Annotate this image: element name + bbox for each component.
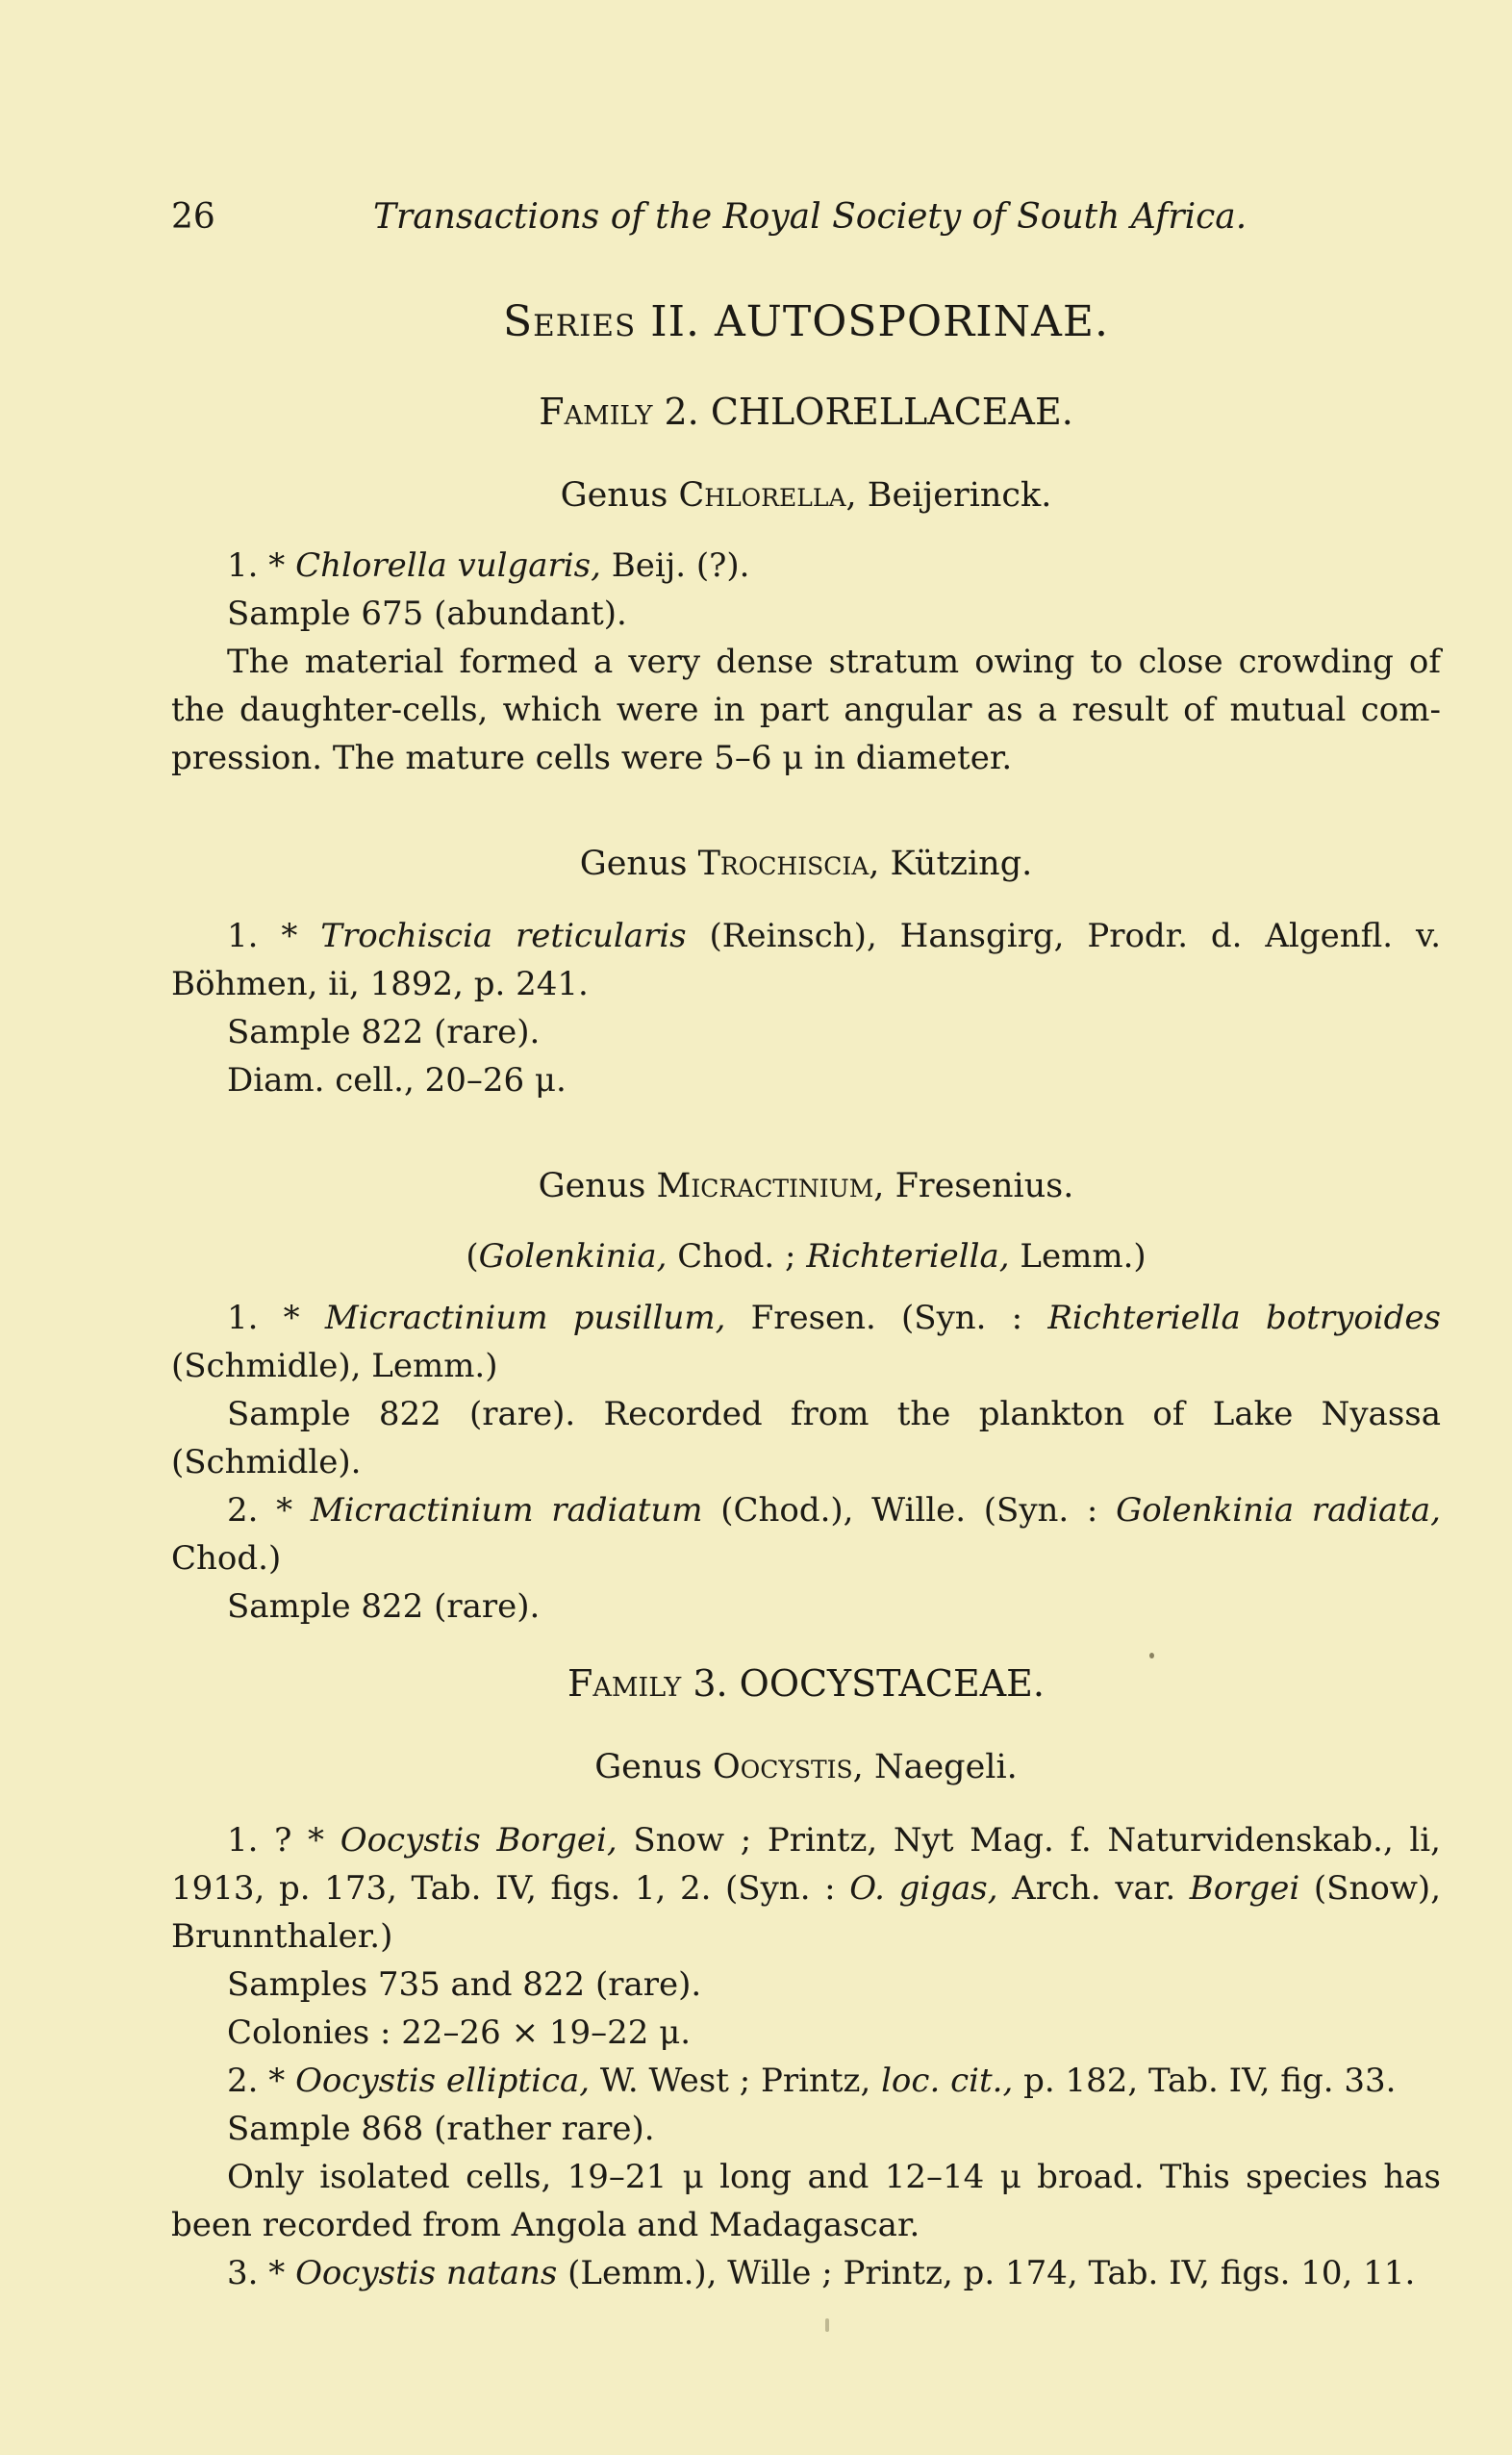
- genus-chlorella-heading: Genus Chlorella, Beijerinck.: [560, 476, 1052, 515]
- micractinium-synonyms: (Golenkinia, Chod. ; Richteriella, Lemm.): [466, 1237, 1147, 1276]
- sample-line: Sample 822 (rare).: [227, 1013, 541, 1051]
- diameter-line: Diam. cell., 20–26 μ.: [227, 1061, 567, 1100]
- scan-speck: [1149, 1653, 1154, 1658]
- oocystis-entries: [171, 1816, 1441, 2297]
- sample-line: Sample 822 (rare). Recorded from the plankton of Lake Nyassa (Schmidle).: [171, 1395, 1441, 1481]
- page-number: 26: [171, 197, 215, 237]
- micractinium-entries: [171, 1294, 1441, 1631]
- sample-line: Sample 675 (abundant).: [227, 595, 627, 633]
- species-line: 2. * Oocystis elliptica, W. West ; Printz, loc. cit., p. 182, Tab. IV, fig. 33.: [227, 2062, 1397, 2100]
- species-line: 1. ? * Oocystis Borgei, Snow ; Printz, Nyt Mag. f. Naturvidenskab., li, 1913, p. 173, Tab. IV, figs. 1, 2. (Syn. : O. gigas, Arch. var. Borgei (Snow), Brunnthaler.): [171, 1821, 1442, 1956]
- sample-line: Sample 822 (rare).: [227, 1587, 541, 1626]
- species-line: 1. * Micractinium pusillum, Fresen. (Syn. : Richteriella botryoides (Schmidle), Lemm.): [171, 1299, 1441, 1385]
- genus-trochiscia-heading: Genus Trochiscia, Kützing.: [579, 845, 1033, 883]
- note-line: Only isolated cells, 19–21 μ long and 12–14 μ broad. This species has been recorded from Angola and Madagascar.: [171, 2158, 1441, 2244]
- samples-line: Samples 735 and 822 (rare).: [227, 1965, 702, 2004]
- species-line: 1. * Chlorella vulgaris, Beij. (?).: [227, 546, 750, 585]
- running-header: [171, 197, 1450, 245]
- genus-oocystis-heading: Genus Oocystis, Naegeli.: [594, 1748, 1018, 1786]
- series-heading: Series II. AUTOSPORINAE.: [503, 297, 1109, 346]
- species-line: 1. * Trochiscia reticularis (Reinsch), Hansgirg, Prodr. d. Algenfl. v. Böhmen, ii, 1892, p. 241.: [171, 917, 1442, 1003]
- journal-title: Transactions of the Royal Society of South Africa.: [373, 197, 1247, 237]
- family-3-heading: Family 3. OOCYSTACEAE.: [567, 1662, 1045, 1705]
- species-line: 2. * Micractinium radiatum (Chod.), Wille. (Syn. : Golenkinia radiata, Chod.): [171, 1491, 1441, 1578]
- chlorella-entry: [171, 542, 1441, 782]
- trochiscia-entry: [171, 912, 1441, 1104]
- colonies-line: Colonies : 22–26 × 19–22 μ.: [227, 2013, 692, 2052]
- genus-micractinium-heading: Genus Micractinium, Fresenius.: [538, 1167, 1074, 1205]
- species-line: 3. * Oocystis natans (Lemm.), Wille ; Printz, p. 174, Tab. IV, figs. 10, 11.: [227, 2254, 1416, 2292]
- scan-speck: [825, 2318, 829, 2332]
- family-2-heading: Family 2. CHLORELLACEAE.: [539, 391, 1073, 433]
- description: The material formed a very dense stratum owing to close crowding of the daughter-cells, which were in part angular as a result of mutual com-pression. The mature cells were 5–6 μ in diameter.: [171, 643, 1441, 777]
- sample-line: Sample 868 (rather rare).: [227, 2110, 655, 2148]
